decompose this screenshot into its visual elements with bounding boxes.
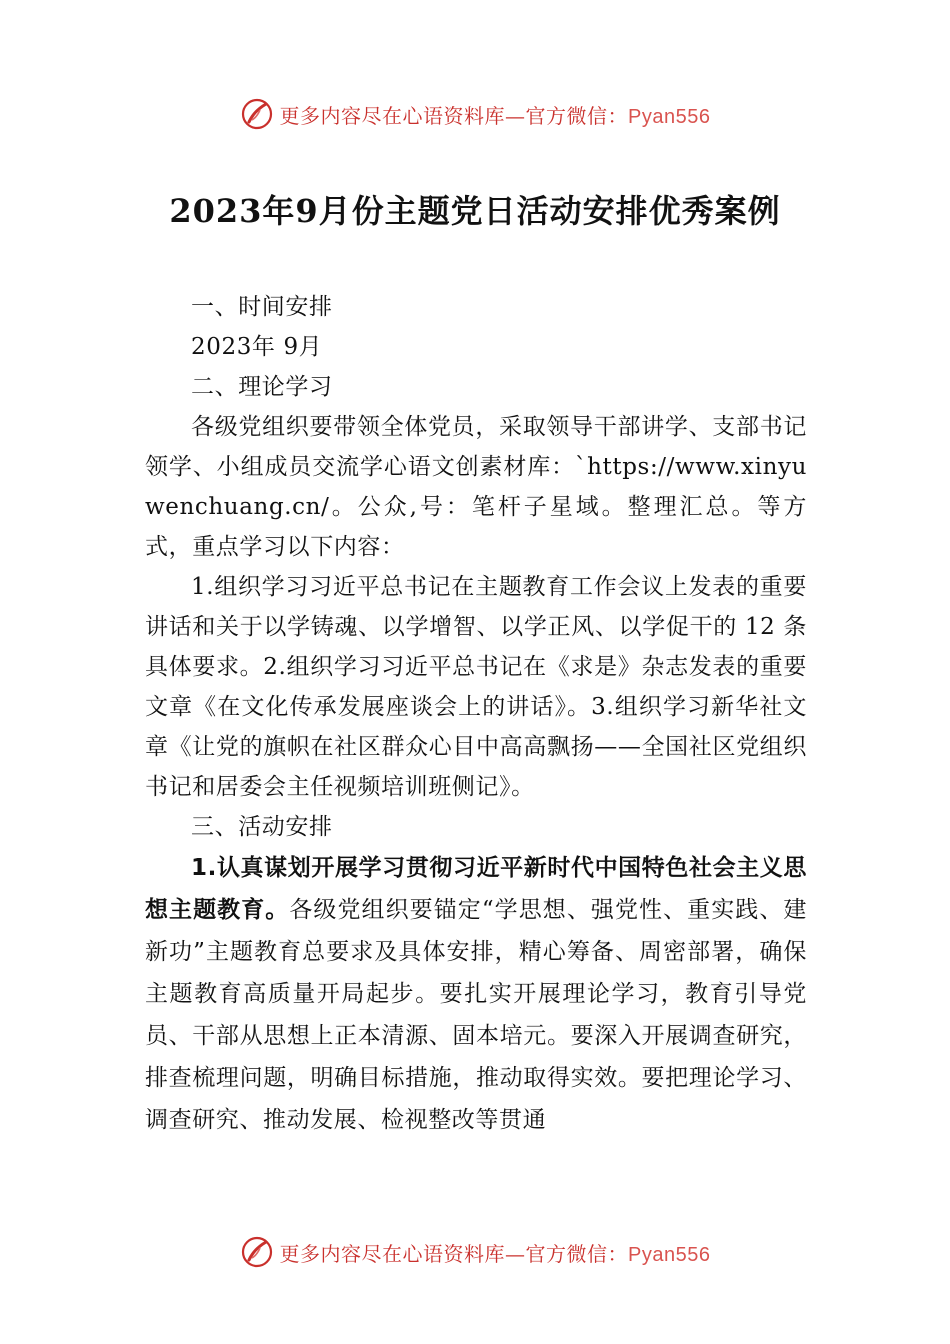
brush-logo-icon [240,1235,274,1269]
section2-intro: 各级党组织要带领全体党员，采取领导干部讲学、支部书记领学、小组成员交流学心语文创素材库：`https://www.xinyuwenchuang.cn/。公众,号：笔杆子星域。整理汇总。等方式，重点学习以下内容： [145,414,807,560]
section1-body: 2023年 9月 [191,334,323,360]
section1-heading: 一、时间安排 [191,294,333,320]
section3-item1-lead: 1.认真谋划开展学习贯彻习近平新时代中国特色社会主义思想主题教育。 [145,855,807,923]
section3-item1-text: 各级党组织要锚定“学思想、强党性、重实践、建新功”主题教育总要求及具体安排，精心筹备、周密部署，确保主题教育高质量开局起步。要扎实开展理论学习，教育引导党员、干部从思想上正本清源、固本培元。要深入开展调查研究，排查梳理问题，明确目标措施，推动取得实效。要把理论学习、调查研究、推动发展、检视整改等贯通 [145,897,807,1133]
header-banner-text: 更多内容尽在心语资料库—官方微信：Pyan556 [279,103,711,128]
footer-wechat-id: Pyan556 [628,1243,711,1266]
footer-banner-text: 更多内容尽在心语资料库—官方微信：Pyan556 [279,1241,711,1266]
footer-banner [0,1232,950,1272]
brush-logo-icon [240,97,274,131]
document-body [145,287,807,1141]
section2-items: 1.组织学习习近平总书记在主题教育工作会议上发表的重要讲话和关于以学铸魂、以学增智、以学正风、以学促干的 12 条具体要求。2.组织学习习近平总书记在《求是》杂志发表的重要文章《在文化传承发展座谈会上的讲话》。3.组织学习新华社文章《让党的旗帜在社区群众心目中高高飘扬——全国社区党组织书记和居委会主任视频培训班侧记》。 [145,574,807,800]
document-title: 2023年9月份主题党日活动安排优秀案例 [169,192,781,230]
header-banner [0,94,950,134]
header-wechat-id: Pyan556 [628,105,711,128]
section2-heading: 二、理论学习 [191,374,333,400]
section3-heading: 三、活动安排 [191,814,333,840]
section3-item1 [145,847,807,1141]
